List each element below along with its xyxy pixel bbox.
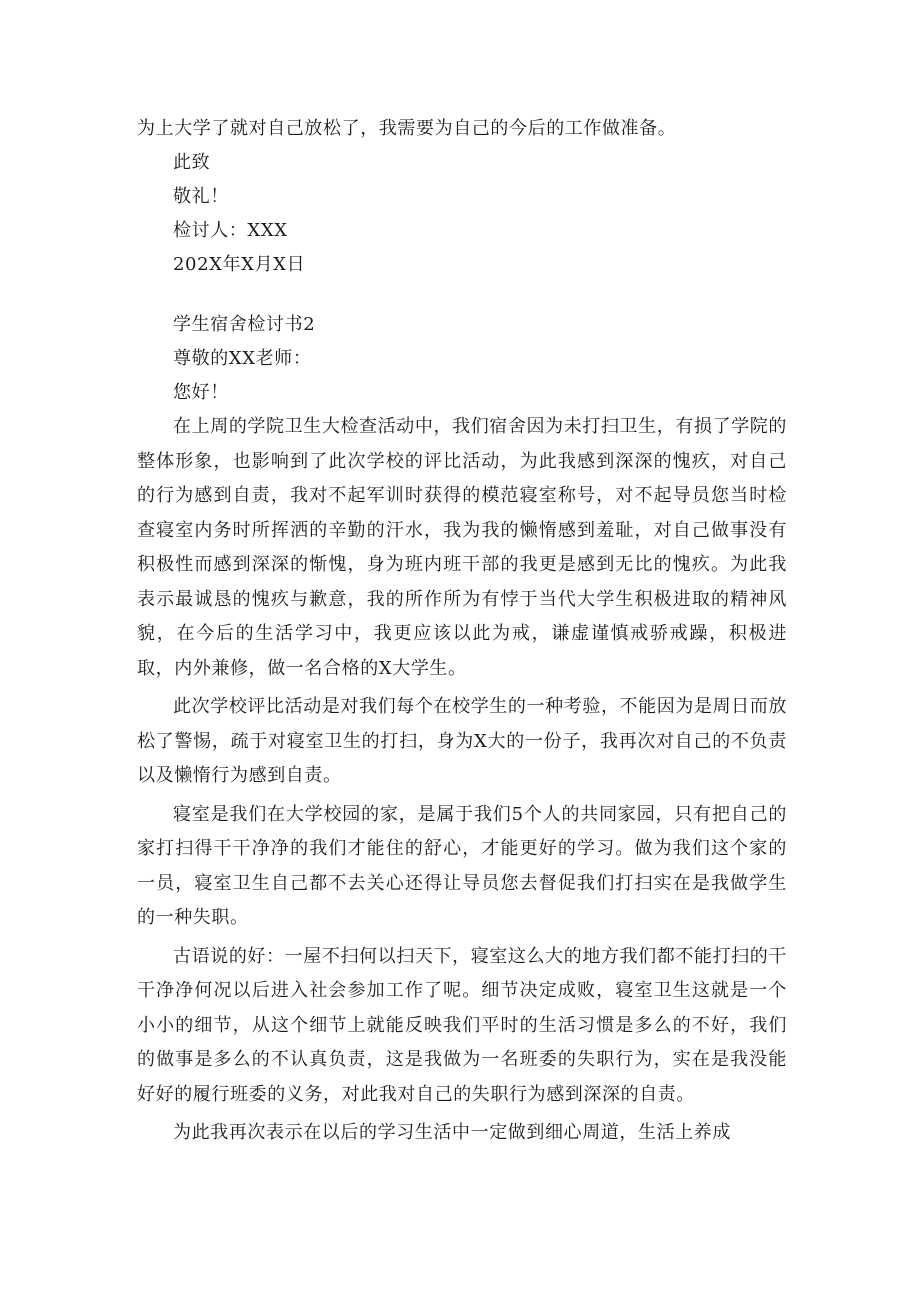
body-paragraphs: [137, 410, 787, 1151]
closing-line-2: 敬礼！: [173, 186, 229, 207]
section-spacer: [137, 282, 787, 308]
date-line: 202X年X月X日: [173, 254, 306, 275]
salutation-line: 尊敬的XX老师：: [173, 348, 312, 369]
section-title: 学生宿舍检讨书2: [173, 314, 316, 335]
greeting-line: 您好！: [173, 382, 229, 403]
paragraph-5: 为此我再次表示在以后的学习生活中一定做到细心周道，生活上养成: [173, 1122, 731, 1143]
closing-line-1: 此致: [173, 152, 211, 173]
document-body: [137, 112, 787, 1155]
paragraph-3: 寝室是我们在大学校园的家，是属于我们5个人的共同家园，只有把自己的家打扫得干干净净的我们才能住的舒心，才能更好的学习。做为我们这个家的一员，寝室卫生自己都不去关心还得让导员您去督促我们打扫实在是我做学生的一种失职。: [137, 803, 787, 928]
paragraph-1: 在上周的学院卫生大检查活动中，我们宿舍因为未打扫卫生，有损了学院的整体形象，也影响到了此次学校的评比活动，为此我感到深深的愧疚，对自己的行为感到自责，我对不起军训时获得的模范寝室称号，对不起导员您当时检查寝室内务时所挥洒的辛勤的汗水，我为我的懒惰感到羞耻，对自己做事没有积极性而感到深深的惭愧，身为班内班干部的我更是感到无比的愧疚。为此我表示最诚恳的愧疚与歉意，我的所作所为有悖于当代大学生积极进取的精神风貌，在今后的生活学习中，我更应该以此为戒，谦虚谨慎戒骄戒躁，积极进取，内外兼修，做一名合格的X大学生。: [137, 416, 787, 679]
paragraph-4: 古语说的好：一屋不扫何以扫天下，寝室这么大的地方我们都不能打扫的干干净净何况以后进入社会参加工作了呢。细节决定成败，寝室卫生这就是一个小小的细节，从这个细节上就能反映我们平时的生活习惯是多么的不好，我们的做事是多么的不认真负责，这是我做为一名班委的失职行为，实在是我没能好好的履行班委的义务，对此我对自己的失职行为感到深深的自责。: [137, 945, 787, 1105]
continuation-line: 为上大学了就对自己放松了，我需要为自己的今后的工作做准备。: [137, 118, 677, 139]
paragraph-2: 此次学校评比活动是对我们每个在校学生的一种考验，不能因为是周日而放松了警惕，疏于对寝室卫生的打扫，身为X大的一份子，我再次对自己的不负责以及懒惰行为感到自责。: [137, 696, 787, 786]
signer-line: 检讨人：XXX: [173, 220, 288, 241]
